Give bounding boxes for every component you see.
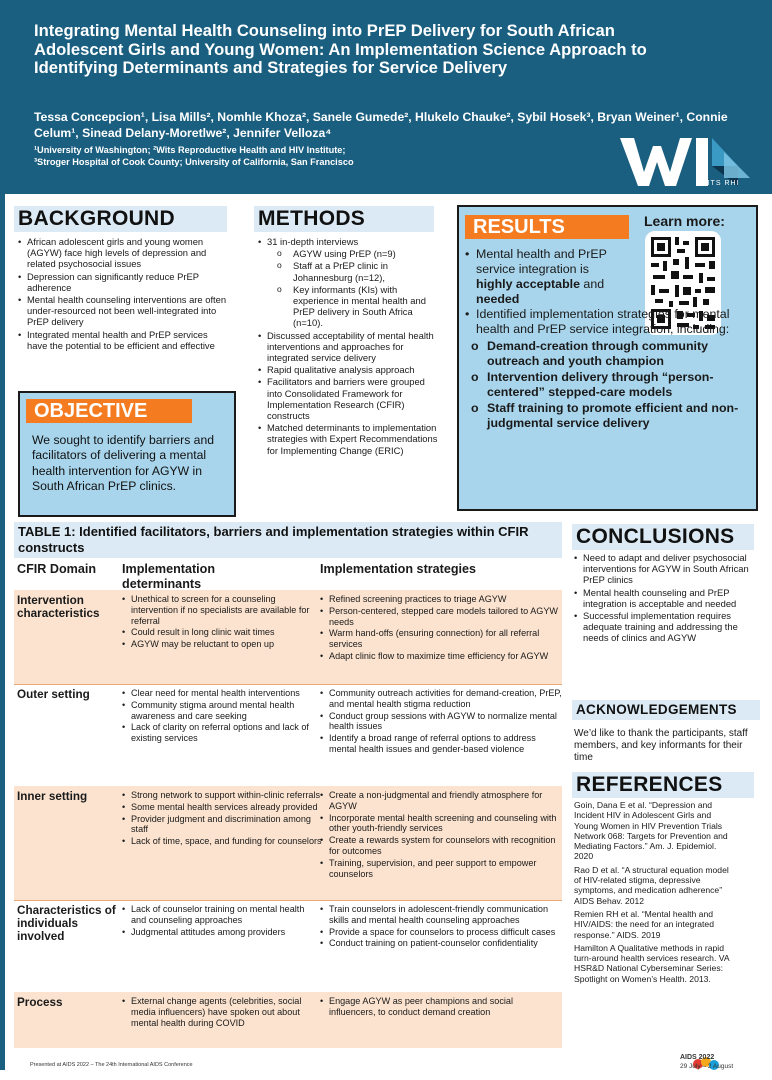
table-row (14, 786, 562, 900)
strategies-sublist (465, 339, 747, 432)
row-strategies: • Train counselors in adolescent-friendly communication skills and mental health counseling approaches • Provide a space for counselors to process difficult cases • Conduct training on patient-counselor confidentiality (320, 904, 562, 950)
list-item: • Successful implementation requires adequate training and addressing the needs of clinics and AGYW (574, 610, 762, 644)
list-item: • Integrated mental health and PrEP services have the potential to be efficient and effective (18, 329, 230, 351)
conference-name: AIDS 2022 (680, 1054, 715, 1061)
list-item: • Discussed acceptability of mental health interventions and approaches for integrated service delivery (258, 330, 438, 364)
list-item: • Depression can significantly reduce PrEP adherence (18, 271, 230, 293)
table-row (14, 992, 562, 1048)
sub-item: o Staff at a PrEP clinic in Johannesburg (n=12), (267, 260, 438, 282)
row-domain: Characteristics of individuals involved (17, 904, 116, 943)
author-list: Tessa Concepcion¹, Lisa Mills², Nomhle Khoza², Sanele Gumede², Hlukelo Chauke², Sybil Hosek³, Bryan Weiner¹, Connie Celum¹, Sinead Delany-Moretlwe², Jennifer Velloza⁴ (34, 110, 728, 140)
reference-item: Rao D et al. “A structural equation model of HIV-related stigma, depressive symptoms, and medication adherence” AIDS Behav. 2012 (574, 864, 729, 906)
methods-heading: METHODS (254, 206, 434, 232)
strategy-item: o Demand-creation through community outreach and youth champion (465, 339, 747, 369)
side-stripe (0, 194, 5, 1070)
row-strategies: • Refined screening practices to triage AGYW • Person-centered, stepped care models tailored to AGYW needs • Warm hand-offs (ensuring connection) for all referral services • Adapt clinic flow to maximize time efficiency for AGYW (320, 594, 562, 663)
background-list (18, 236, 230, 352)
column-header-domain: CFIR Domain (17, 562, 97, 576)
list-item: • Mental health counseling and PrEP integration is acceptable and needed (574, 587, 762, 609)
poster-header (0, 0, 772, 194)
conclusions-heading: CONCLUSIONS (572, 524, 754, 550)
highly-acceptable-text: highly acceptable (476, 277, 580, 292)
reference-item: Goin, Dana E et al. “Depression and Incident HIV in Adolescent Girls and Young Women in HIV Prevention Trials Network 068: Targets for Prevention and Mediating Factors.” Am. J. Epidemiol. 2020 (574, 800, 728, 862)
references-heading: REFERENCES (572, 772, 754, 798)
strategy-item: o Staff training to promote efficient and non-judgmental service delivery (465, 401, 747, 431)
strategy-item: o Intervention delivery through “person-centered” stepped-care models (465, 370, 747, 400)
row-determinants: • Strong network to support within-clinic referrals • Some mental health services already provided • Provider judgment and discrimination among staff • Lack of time, space, and funding for counselors (122, 790, 322, 848)
list-item (258, 236, 438, 329)
table-title: TABLE 1: Identified facilitators, barriers and implementation strategies within CFIR constructs (14, 522, 562, 558)
affiliation-line-2: ³Stroger Hospital of Cook County; University of California, San Francisco (34, 156, 354, 167)
reference-item: Hamilton A Qualitative methods in rapid turn-around health services research. VA HSR&D National Cyberseminar Series: Spotlight on Women’s Health. 2013. (574, 942, 730, 984)
column-header-strategies: Implementation strategies (320, 562, 477, 576)
row-domain: Outer setting (17, 688, 90, 701)
row-determinants: • Unethical to screen for a counseling intervention if no specialists are available for referral • Could result in long clinic wait times • AGYW may be reluctant to open up (122, 594, 322, 651)
affiliations (34, 145, 554, 168)
reference-item: Remien RH et al. “Mental health and HIV/AIDS: the need for an integrated response.” AIDS. 2019 (574, 908, 714, 940)
list-item: • Facilitators and barriers were grouped into Consolidated Framework for Implementation Research (CFIR) constructs (258, 376, 438, 421)
conclusions-list (574, 552, 762, 645)
list-item: • Rapid qualitative analysis approach (258, 364, 438, 375)
table-row (14, 684, 562, 786)
presented-at-text: Presented at AIDS 2022 – The 24th International AIDS Conference (30, 1062, 193, 1068)
learn-more-label: Learn more: (644, 213, 725, 229)
interviews-label: 31 in-depth interviews (267, 236, 359, 247)
acknowledgements-text: We’d like to thank the participants, staff members, and key informants for their time (574, 728, 748, 763)
row-strategies: • Engage AGYW as peer champions and social influencers, to conduct demand creation (320, 996, 562, 1019)
row-strategies: • Create a non-judgmental and friendly atmosphere for AGYW • Incorporate mental health screening and counseling with other youth-friendly services • Create a rewards system for counselors with recognition for outcomes • Training, supervision, and peer support to empower counselors (320, 790, 562, 880)
row-domain: Inner setting (17, 790, 88, 803)
sub-item: o Key informants (KIs) with experience in mental health and PrEP delivery in South Africa (n=10). (267, 284, 438, 329)
list-item: • Need to adapt and deliver psychosocial interventions for AGYW in South African PrEP clinics (574, 552, 762, 586)
results-heading: RESULTS (465, 215, 629, 239)
references-list (574, 800, 734, 987)
row-domain: Intervention characteristics (17, 594, 100, 620)
participants-sublist (267, 248, 438, 328)
column-header-determinants: Implementation determinants (122, 562, 216, 591)
needed-text: needed (476, 292, 520, 307)
table-row (14, 590, 562, 684)
row-domain: Process (17, 996, 63, 1009)
row-determinants: • Lack of counselor training on mental health and counseling approaches • Judgmental attitudes among providers (122, 904, 322, 938)
list-item: • Mental health counseling interventions are often under-resourced not been well-integrated into PrEP delivery (18, 294, 230, 328)
sub-item: o AGYW using PrEP (n=9) (267, 248, 438, 259)
conference-dates: 29 July – 2 August (680, 1063, 734, 1070)
result-item-1: • Mental health and PrEP service integration is highly acceptable and needed (465, 247, 627, 307)
logo-caption: WITS RHI (700, 180, 740, 187)
methods-list (258, 236, 438, 457)
objective-text: We sought to identify barriers and facilitators of delivering a mental health intervention for AGYW in South African PrEP clinics. (32, 433, 215, 494)
list-item: • African adolescent girls and young women (AGYW) face high levels of depression and related psychosocial issues (18, 236, 230, 270)
objective-heading: OBJECTIVE (26, 399, 192, 423)
acknowledgements-heading: ACKNOWLEDGEMENTS (572, 700, 760, 720)
row-determinants: • External change agents (celebrities, social media influencers) have spoken out about mental health during COVID (122, 996, 322, 1029)
objective-box (18, 391, 236, 517)
results-box (457, 205, 758, 511)
affiliation-line-1: ¹University of Washington; ²Wits Reproductive Health and HIV Institute; (34, 145, 346, 155)
result-item-2: • Identified implementation strategies for mental health and PrEP service integration, including: (465, 307, 747, 337)
results-list (465, 247, 747, 432)
row-determinants: • Clear need for mental health interventions • Community stigma around mental health awareness and care seeking • Lack of clarity on referral options and lack of existing services (122, 688, 322, 745)
list-item: • Matched determinants to implementation strategies with Expert Recommendations for Implementing Change (ERIC) (258, 422, 438, 456)
row-strategies: • Community outreach activities for demand-creation, PrEP, and mental health stigma reduction • Conduct group sessions with AGYW to normalize mental health issues • Identify a broad range of referral options to address mental health issues and gender-based violence (320, 688, 562, 756)
poster-title: Integrating Mental Health Counseling into PrEP Delivery for South African Adolescent Girls and Young Women: An Implementation Science Approach to Identifying Determinants and Strategies for Service Delivery (34, 21, 647, 77)
table-row (14, 900, 562, 992)
background-heading: BACKGROUND (14, 206, 227, 232)
